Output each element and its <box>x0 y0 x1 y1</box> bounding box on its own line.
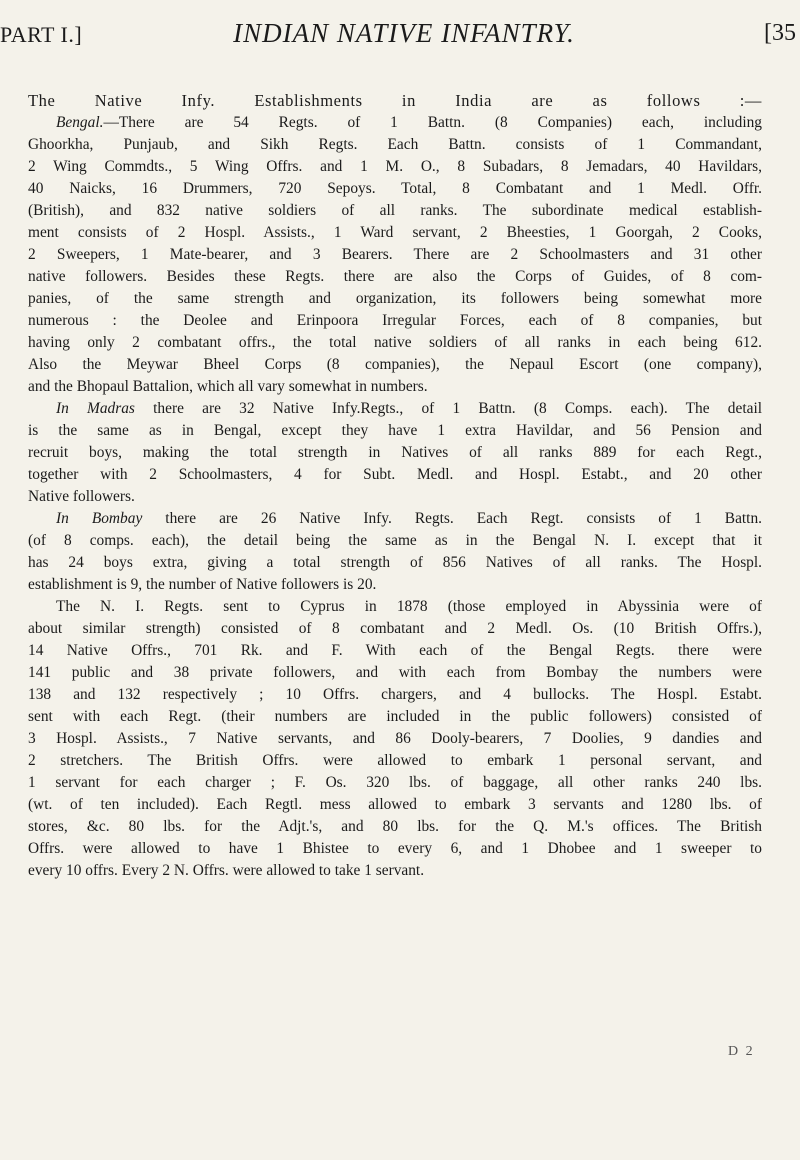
line-text: (wt. of ten included). Each Regtl. mess allowed to embark 3 servants and 1280 lbs. of <box>28 796 762 813</box>
text-line <box>28 640 762 662</box>
text-line <box>28 552 762 574</box>
text-line <box>28 794 762 816</box>
text-line <box>28 420 762 442</box>
text-line <box>28 354 762 376</box>
text-line <box>28 816 762 838</box>
body-text <box>28 90 762 882</box>
text-line <box>28 464 762 486</box>
line-text: 141 public and 38 private followers, and with each from Bombay the numbers were <box>28 664 762 681</box>
text-line <box>28 706 762 728</box>
text-line <box>28 112 762 134</box>
text-line <box>28 838 762 860</box>
line-text: 40 Naicks, 16 Drummers, 720 Sepoys. Total, 8 Combatant and 1 Medl. Offr. <box>28 180 762 197</box>
line-text: native followers. Besides these Regts. there are also the Corps of Guides, of 8 com- <box>28 268 762 285</box>
line-text: 2 stretchers. The British Offrs. were allowed to embark 1 personal servant, and <box>28 752 762 769</box>
line-text: (British), and 832 native soldiers of all ranks. The subordinate medical establish- <box>28 202 762 219</box>
line-text: having only 2 combatant offrs., the total native soldiers of all ranks in each being 612. <box>28 334 762 351</box>
text-line <box>28 244 762 266</box>
line-text: Native followers. <box>28 488 135 505</box>
page-title: INDIAN NATIVE INFANTRY. <box>233 18 575 48</box>
line-text: recruit boys, making the total strength in Natives of all ranks 889 for each Regt., <box>28 444 762 461</box>
line-text: stores, &c. 80 lbs. for the Adjt.'s, and 80 lbs. for the Q. M.'s offices. The British <box>28 818 762 835</box>
line-text: 14 Native Offrs., 701 Rk. and F. With each of the Bengal Regts. there were <box>28 642 762 659</box>
line-text: there are 26 Native Infy. Regts. Each Regt. consists of 1 Battn. <box>142 510 762 527</box>
text-line <box>28 332 762 354</box>
line-text: (of 8 comps. each), the detail being the same as in the Bengal N. I. except that it <box>28 532 762 549</box>
text-line <box>28 860 762 882</box>
section-heading <box>28 90 762 112</box>
text-line <box>28 398 762 420</box>
text-line <box>28 508 762 530</box>
signature-mark: D 2 <box>728 1044 755 1059</box>
text-line <box>28 486 762 508</box>
line-text: Ghoorkha, Punjaub, and Sikh Regts. Each Battn. consists of 1 Commandant, <box>28 136 762 153</box>
line-text: 1 servant for each charger ; F. Os. 320 lbs. of baggage, all other ranks 240 lbs. <box>28 774 762 791</box>
line-text: 2 Sweepers, 1 Mate-bearer, and 3 Bearers. There are 2 Schoolmasters and 31 other <box>28 246 762 263</box>
text-line <box>28 266 762 288</box>
line-text: and the Bhopaul Battalion, which all vary somewhat in numbers. <box>28 378 428 395</box>
text-line <box>28 200 762 222</box>
line-text: has 24 boys extra, giving a total strength of 856 Natives of all ranks. The Hospl. <box>28 554 762 571</box>
line-text: 3 Hospl. Assists., 7 Native servants, and 86 Dooly-bearers, 7 Doolies, 9 dandies and <box>28 730 762 747</box>
line-text: is the same as in Bengal, except they have 1 extra Havildar, and 56 Pension and <box>28 422 762 439</box>
text-line <box>28 750 762 772</box>
text-line <box>28 442 762 464</box>
line-text: Offrs. were allowed to have 1 Bhistee to every 6, and 1 Dhobee and 1 sweeper to <box>28 840 762 857</box>
line-text: ment consists of 2 Hospl. Assists., 1 Ward servant, 2 Bheesties, 1 Goorgah, 2 Cooks, <box>28 224 762 241</box>
text-line <box>28 574 762 596</box>
running-head <box>0 14 800 54</box>
line-text: Also the Meywar Bheel Corps (8 companies), the Nepaul Escort (one company), <box>28 356 762 373</box>
page-number: [35 <box>764 20 796 46</box>
text-line <box>28 134 762 156</box>
line-text: numerous : the Deolee and Erinpoora Irregular Forces, each of 8 companies, but <box>28 312 762 329</box>
part-label: PART I.] <box>0 22 83 47</box>
line-text: The Native Infy. Establishments in India are as follows :— <box>28 91 762 110</box>
line-text: sent with each Regt. (their numbers are included in the public followers) consisted of <box>28 708 762 725</box>
text-line <box>28 178 762 200</box>
text-line <box>28 618 762 640</box>
text-line <box>28 156 762 178</box>
line-text: panies, of the same strength and organization, its followers being somewhat more <box>28 290 762 307</box>
text-line <box>28 222 762 244</box>
text-line <box>28 596 762 618</box>
text-line <box>28 530 762 552</box>
text-line <box>28 728 762 750</box>
line-text: The N. I. Regts. sent to Cyprus in 1878 (those employed in Abyssinia were of <box>56 598 762 615</box>
line-text: about similar strength) consisted of 8 combatant and 2 Medl. Os. (10 British Offrs.), <box>28 620 762 637</box>
italic-lead: In Madras <box>56 400 135 417</box>
text-line <box>28 684 762 706</box>
line-text: together with 2 Schoolmasters, 4 for Subt. Medl. and Hospl. Estabt., and 20 other <box>28 466 762 483</box>
line-text: 2 Wing Commdts., 5 Wing Offrs. and 1 M. O., 8 Subadars, 8 Jemadars, 40 Havildars, <box>28 158 762 175</box>
line-text: —There are 54 Regts. of 1 Battn. (8 Companies) each, including <box>103 114 762 131</box>
text-line <box>28 772 762 794</box>
italic-lead: Bengal. <box>56 114 104 131</box>
line-text: 138 and 132 respectively ; 10 Offrs. chargers, and 4 bullocks. The Hospl. Estabt. <box>28 686 762 703</box>
line-text: there are 32 Native Infy.Regts., of 1 Battn. (8 Comps. each). The detail <box>134 400 762 417</box>
italic-lead: In Bombay <box>56 510 143 527</box>
text-line <box>28 288 762 310</box>
text-line <box>28 310 762 332</box>
line-text: every 10 offrs. Every 2 N. Offrs. were allowed to take 1 servant. <box>28 862 425 879</box>
text-line <box>28 662 762 684</box>
line-text: establishment is 9, the number of Native followers is 20. <box>28 576 377 593</box>
text-line <box>28 376 762 398</box>
